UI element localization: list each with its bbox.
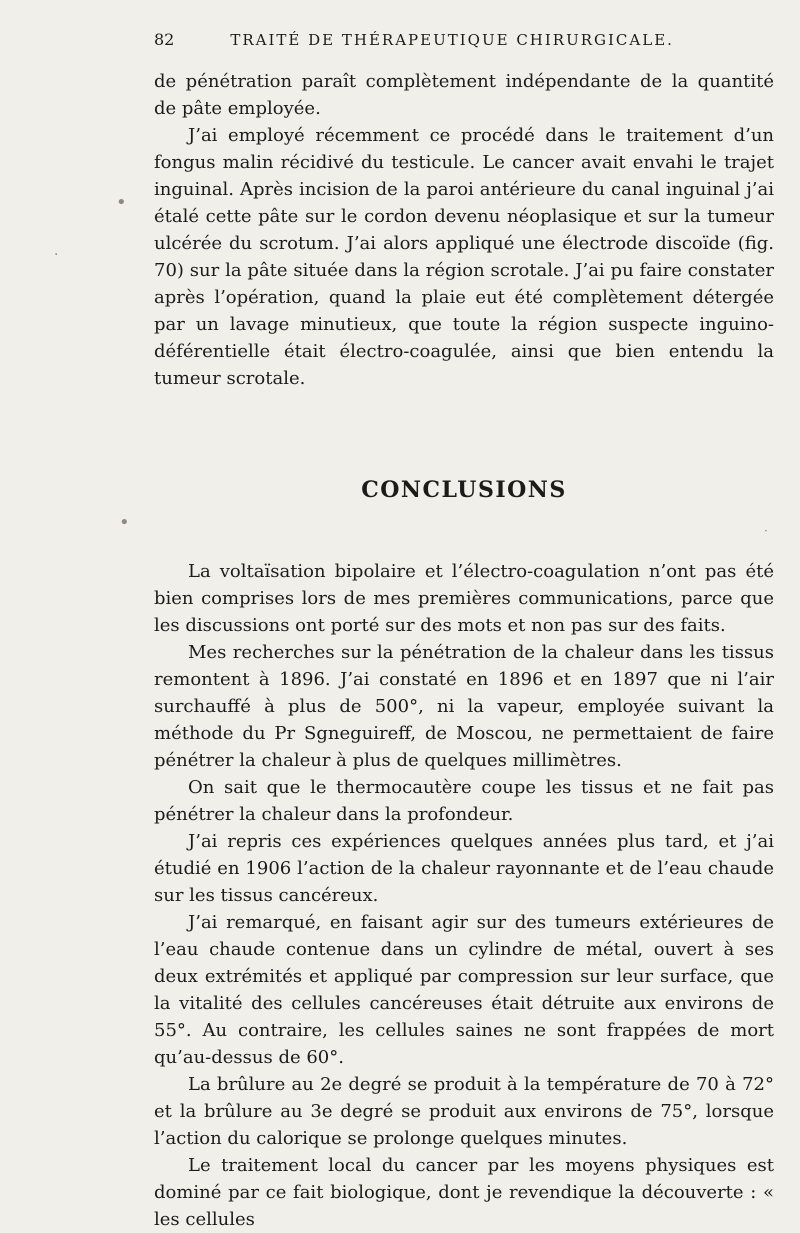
conclusion-paragraph-4: J’ai repris ces expériences quelques années plus tard, et j’ai étudié en 1906 l’action de la chaleur rayonnante et de l’eau chaude sur les tissus cancéreux.	[154, 831, 774, 906]
conclusions-heading: CONCLUSIONS	[361, 477, 567, 503]
continued-paragraph: de pénétration paraît complètement indépendante de la quantité de pâte employée.	[154, 71, 774, 119]
procedure-paragraph: J’ai employé récemment ce procédé dans le traitement d’un fongus malin récidivé du testicule. Le cancer avait envahi le trajet inguinal. Après incision de la paroi antérieure du canal inguinal j’ai étalé cette pâte sur le cordon devenu néoplasique et sur la tumeur ulcérée du scrotum. J’ai alors appliqué une électrode discoïde (fig. 70) sur la pâte située dans la région scrotale. J’ai pu faire constater après l’opération, quand la plaie eut été complètement détergée par un lavage minutieux, que toute la région suspecte inguino-déférentielle était électro-coagulée, ainsi que bien entendu la tumeur scrotale.	[154, 125, 774, 389]
margin-mark-2: ·	[54, 247, 59, 263]
margin-mark-3: •	[119, 512, 130, 533]
conclusion-paragraph-3: On sait que le thermocautère coupe les tissus et ne fait pas pénétrer la chaleur dans la profondeur.	[154, 777, 774, 825]
conclusion-paragraph-1: La voltaïsation bipolaire et l’électro-coagulation n’ont pas été bien comprises lors de mes premières communications, parce que les discussions ont porté sur des mots et non pas sur des faits.	[154, 561, 774, 636]
running-title: TRAITÉ DE THÉRAPEUTIQUE CHIRURGICALE.	[230, 31, 674, 49]
margin-mark-4: ·	[764, 524, 768, 538]
conclusions-section	[154, 558, 774, 1233]
page-number: 82	[154, 30, 175, 49]
conclusion-paragraph-7: Le traitement local du cancer par les moyens physiques est dominé par ce fait biologique, dont je revendique la découverte : « les cellules	[154, 1155, 774, 1230]
opening-text	[154, 68, 774, 392]
margin-mark-1: •	[116, 192, 127, 213]
conclusion-paragraph-5: J’ai remarqué, en faisant agir sur des tumeurs extérieures de l’eau chaude contenue dans un cylindre de métal, ouvert à ses deux extrémités et appliqué par compression sur leur surface, que la vitalité des cellules cancéreuses était détruite aux environs de 55°. Au contraire, les cellules saines ne sont frappées de mort qu’au-dessus de 60°.	[154, 912, 774, 1068]
conclusion-paragraph-2: Mes recherches sur la pénétration de la chaleur dans les tissus remontent à 1896. J’ai constaté en 1896 et en 1897 que ni l’air surchauffé à plus de 500°, ni la vapeur, employée suivant la méthode du Pr Sgneguireff, de Moscou, ne permettaient de faire pénétrer la chaleur à plus de quelques millimètres.	[154, 642, 774, 771]
conclusion-paragraph-6: La brûlure au 2e degré se produit à la température de 70 à 72° et la brûlure au 3e degré se produit aux environs de 75°, lorsque l’action du calorique se prolonge quelques minutes.	[154, 1074, 774, 1149]
running-head	[154, 30, 774, 54]
